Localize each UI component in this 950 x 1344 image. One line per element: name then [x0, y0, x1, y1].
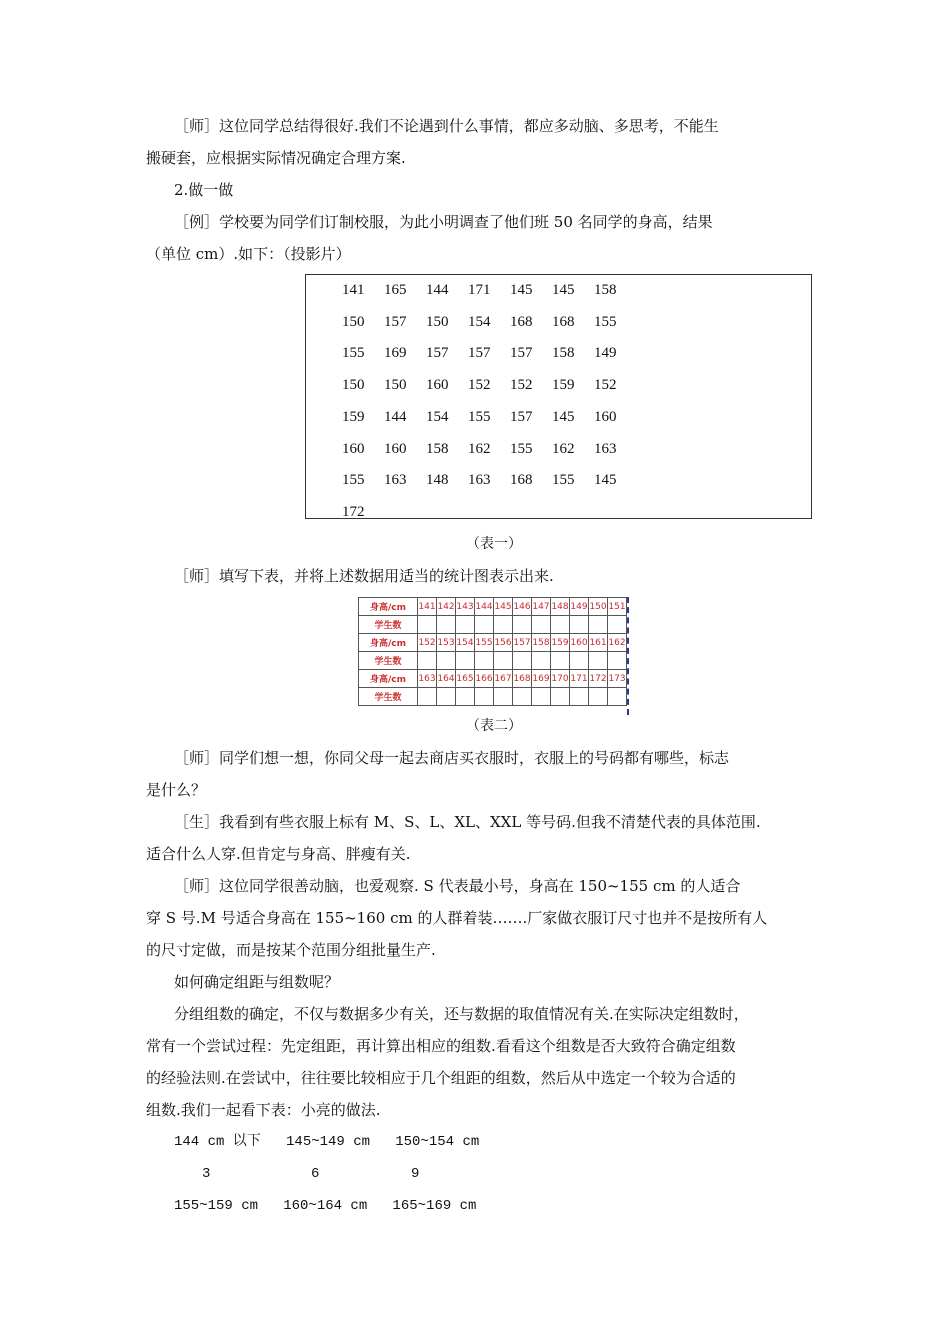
data-cell: 149	[594, 345, 617, 362]
table2-caption: （表二）	[466, 718, 522, 734]
height-value-cell: 150	[589, 598, 608, 616]
height-value-cell: 170	[551, 670, 570, 688]
height-value-cell: 172	[589, 670, 608, 688]
data-cell: 150	[426, 313, 449, 330]
data-cell: 152	[468, 377, 491, 394]
height-value-cell: 168	[513, 670, 532, 688]
data-cell: 155	[342, 472, 365, 489]
height-value-cell: 166	[475, 670, 494, 688]
data-cell: 145	[594, 472, 617, 489]
count-input-cell	[456, 688, 475, 706]
count-input-cell	[608, 616, 627, 634]
data-cell: 160	[342, 440, 365, 457]
height-value-cell: 169	[532, 670, 551, 688]
data-cell: 148	[426, 472, 449, 489]
count-input-cell	[437, 652, 456, 670]
data-cell: 152	[510, 377, 533, 394]
height-value-cell: 144	[475, 598, 494, 616]
group-count-3: 9	[411, 1166, 420, 1182]
height-value-cell: 147	[532, 598, 551, 616]
data-row	[342, 470, 636, 490]
count-row	[359, 616, 627, 634]
count-label-cell: 学生数	[359, 652, 418, 670]
data-cell: 152	[594, 377, 617, 394]
count-input-cell	[494, 652, 513, 670]
count-input-cell	[418, 688, 437, 706]
data-cell: 154	[468, 313, 491, 330]
data-row	[342, 312, 636, 332]
data-cell: 159	[552, 377, 575, 394]
height-label-cell: 身高/cm	[359, 598, 418, 616]
data-cell: 145	[552, 408, 575, 425]
count-input-cell	[570, 688, 589, 706]
paragraph-teacher-fill: ［师］填写下表，并将上述数据用适当的统计图表示出来.	[174, 567, 554, 585]
data-cell: 171	[468, 282, 491, 298]
data-cell: 168	[510, 472, 533, 489]
count-input-cell	[532, 652, 551, 670]
data-row	[342, 502, 384, 522]
paragraph-question-2: 是什么？	[146, 781, 207, 799]
height-value-cell: 143	[456, 598, 475, 616]
paragraph-student-2: 适合什么人穿.但肯定与身高、胖瘦有关.	[146, 845, 411, 863]
height-value-cell: 153	[437, 634, 456, 652]
count-input-cell	[513, 652, 532, 670]
data-cell: 150	[342, 313, 365, 330]
data-cell: 154	[426, 408, 449, 425]
count-input-cell	[513, 688, 532, 706]
height-data-table	[305, 274, 812, 519]
height-label-cell: 身高/cm	[359, 670, 418, 688]
height-value-cell: 149	[570, 598, 589, 616]
height-count-worksheet	[358, 597, 627, 706]
data-cell: 144	[426, 282, 449, 298]
count-input-cell	[456, 652, 475, 670]
data-cell: 162	[552, 440, 575, 457]
data-cell: 157	[468, 345, 491, 362]
height-value-cell: 163	[418, 670, 437, 688]
count-input-cell	[570, 652, 589, 670]
data-cell: 169	[384, 345, 407, 362]
count-input-cell	[475, 616, 494, 634]
height-value-cell: 157	[513, 634, 532, 652]
data-cell: 165	[384, 282, 407, 298]
data-cell: 158	[594, 282, 617, 298]
data-cell: 157	[384, 313, 407, 330]
data-cell: 168	[552, 313, 575, 330]
height-value-cell: 145	[494, 598, 513, 616]
data-cell: 155	[468, 408, 491, 425]
paragraph-teacher-summary-1: ［师］这位同学总结得很好.我们不论遇到什么事情，都应多动脑、多思考，不能生	[174, 117, 719, 135]
height-value-cell: 167	[494, 670, 513, 688]
count-input-cell	[456, 616, 475, 634]
data-cell: 145	[552, 282, 575, 298]
height-value-cell: 152	[418, 634, 437, 652]
height-value-cell: 173	[608, 670, 627, 688]
height-value-cell: 161	[589, 634, 608, 652]
height-value-cell: 148	[551, 598, 570, 616]
paragraph-example-1: ［例］学校要为同学们订制校服，为此小明调查了他们班 50 名同学的身高，结果	[174, 213, 713, 231]
height-label-cell: 身高/cm	[359, 634, 418, 652]
count-input-cell	[551, 688, 570, 706]
data-cell: 155	[552, 472, 575, 489]
data-row	[342, 343, 636, 363]
height-value-cell: 162	[608, 634, 627, 652]
data-cell: 144	[384, 408, 407, 425]
paragraph-teacher-sizes-3: 的尺寸定做，而是按某个范围分组批量生产.	[146, 941, 436, 959]
count-input-cell	[532, 616, 551, 634]
data-row	[342, 439, 636, 459]
data-cell: 168	[510, 313, 533, 330]
count-input-cell	[418, 652, 437, 670]
height-row	[359, 670, 627, 688]
data-cell: 157	[510, 345, 533, 362]
paragraph-question-1: ［师］同学们想一想，你同父母一起去商店买衣服时，衣服上的号码都有哪些，标志	[174, 749, 730, 767]
count-input-cell	[437, 616, 456, 634]
data-cell: 157	[426, 345, 449, 362]
count-input-cell	[494, 688, 513, 706]
count-input-cell	[608, 652, 627, 670]
data-cell: 150	[384, 377, 407, 394]
data-cell: 163	[468, 472, 491, 489]
height-value-cell: 159	[551, 634, 570, 652]
paragraph-how-question: 如何确定组距与组数呢？	[174, 973, 340, 991]
data-cell: 160	[594, 408, 617, 425]
table1-caption: （表一）	[466, 536, 522, 552]
count-input-cell	[513, 616, 532, 634]
count-input-cell	[589, 652, 608, 670]
count-input-cell	[437, 688, 456, 706]
paragraph-teacher-sizes-1: ［师］这位同学很善动脑，也爱观察. S 代表最小号，身高在 150~155 cm 的人适合	[174, 877, 741, 895]
count-input-cell	[475, 688, 494, 706]
data-cell: 163	[594, 440, 617, 457]
data-cell: 160	[384, 440, 407, 457]
height-value-cell: 141	[418, 598, 437, 616]
count-input-cell	[551, 652, 570, 670]
height-value-cell: 164	[437, 670, 456, 688]
group-ranges-row-1: 144 cm 以下 145~149 cm 150~154 cm	[174, 1134, 480, 1150]
height-row	[359, 598, 627, 616]
height-value-cell: 155	[475, 634, 494, 652]
paragraph-teacher-sizes-2: 穿 S 号.M 号适合身高在 155~160 cm 的人群着装…….厂家做衣服订尺寸也并不是按所有人	[146, 909, 768, 927]
dashed-edge-marker	[627, 597, 629, 715]
data-cell: 162	[468, 440, 491, 457]
group-count-2: 6	[311, 1166, 320, 1182]
count-input-cell	[532, 688, 551, 706]
paragraph-teacher-summary-2: 搬硬套，应根据实际情况确定合理方案.	[146, 149, 406, 167]
data-row	[342, 375, 636, 395]
height-value-cell: 156	[494, 634, 513, 652]
height-value-cell: 142	[437, 598, 456, 616]
count-input-cell	[494, 616, 513, 634]
count-label-cell: 学生数	[359, 688, 418, 706]
data-cell: 145	[510, 282, 533, 298]
count-input-cell	[570, 616, 589, 634]
count-input-cell	[418, 616, 437, 634]
count-input-cell	[589, 616, 608, 634]
data-cell: 158	[426, 440, 449, 457]
count-input-cell	[608, 688, 627, 706]
data-cell: 150	[342, 377, 365, 394]
height-value-cell: 146	[513, 598, 532, 616]
data-cell: 159	[342, 408, 365, 425]
height-value-cell: 171	[570, 670, 589, 688]
data-cell: 160	[426, 377, 449, 394]
count-row	[359, 688, 627, 706]
section-heading-do-it: 2.做一做	[174, 181, 234, 199]
data-cell: 155	[594, 313, 617, 330]
height-value-cell: 160	[570, 634, 589, 652]
data-row	[342, 407, 636, 427]
count-input-cell	[475, 652, 494, 670]
count-label-cell: 学生数	[359, 616, 418, 634]
paragraph-grouping-1: 分组组数的确定，不仅与数据多少有关，还与数据的取值情况有关.在实际决定组数时，	[174, 1005, 749, 1023]
data-cell: 155	[342, 345, 365, 362]
data-row	[342, 280, 636, 300]
data-cell: 141	[342, 282, 365, 298]
count-row	[359, 652, 627, 670]
height-value-cell: 154	[456, 634, 475, 652]
paragraph-grouping-4: 组数.我们一起看下表：小亮的做法.	[146, 1101, 381, 1119]
paragraph-example-2: （单位 cm）.如下：（投影片）	[146, 245, 351, 263]
count-input-cell	[589, 688, 608, 706]
data-cell: 157	[510, 408, 533, 425]
height-row	[359, 634, 627, 652]
data-cell: 172	[342, 503, 365, 520]
count-input-cell	[551, 616, 570, 634]
paragraph-grouping-3: 的经验法则.在尝试中，往往要比较相应于几个组距的组数，然后从中选定一个较为合适的	[146, 1069, 736, 1087]
height-value-cell: 158	[532, 634, 551, 652]
paragraph-student-1: ［生］我看到有些衣服上标有 M、S、L、XL、XXL 等号码.但我不清楚代表的具体范围.	[174, 813, 761, 831]
height-value-cell: 151	[608, 598, 627, 616]
data-cell: 158	[552, 345, 575, 362]
group-count-1: 3	[202, 1166, 211, 1182]
paragraph-grouping-2: 常有一个尝试过程：先定组距，再计算出相应的组数.看看这个组数是否大致符合确定组数	[146, 1037, 736, 1055]
group-ranges-row-2: 155~159 cm 160~164 cm 165~169 cm	[174, 1198, 477, 1214]
height-value-cell: 165	[456, 670, 475, 688]
data-cell: 155	[510, 440, 533, 457]
data-cell: 163	[384, 472, 407, 489]
